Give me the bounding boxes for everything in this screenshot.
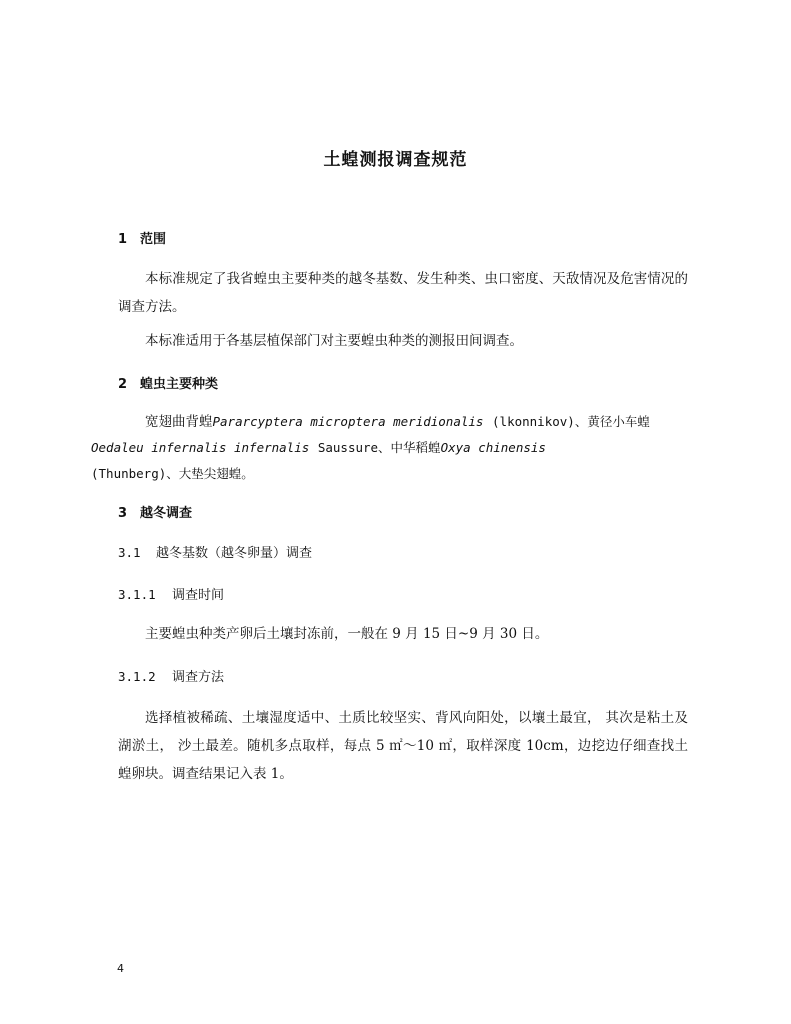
section-number: 2 — [118, 377, 128, 392]
section-3-heading — [118, 502, 192, 521]
section-2-heading — [118, 373, 218, 392]
latin-name: Oedaleu infernalis infernalis — [91, 440, 310, 455]
section-title: 调查方法 — [172, 670, 225, 685]
section-number: 3 — [118, 506, 128, 521]
section-1-heading — [118, 228, 166, 247]
section-3-1-2-heading — [118, 666, 224, 685]
section-title: 越冬基数（越冬卵量）调查 — [156, 546, 313, 561]
section-title: 调查时间 — [172, 588, 225, 603]
text-run: (lkonnikov)、黄径小车蝗 — [492, 414, 650, 429]
text-run: 宽翅曲背蝗 — [145, 414, 213, 430]
text-run: Saussure、中华稻蝗 — [317, 440, 441, 455]
section-number: 1 — [118, 232, 128, 247]
section-1-paragraph-1: 本标准规定了我省蝗虫主要种类的越冬基数、发生种类、虫口密度、天敌情况及危害情况的调查方法。 — [118, 271, 688, 315]
section-3-1-1-heading — [118, 584, 224, 603]
text-run: (Thunberg)、大垫尖翅蝗。 — [91, 466, 254, 481]
section-number: 3.1 — [118, 545, 141, 560]
page-number: 4 — [117, 962, 124, 975]
section-number: 3.1.2 — [118, 669, 156, 684]
section-title: 范围 — [140, 232, 167, 247]
document-title: 土蝗测报调查规范 — [323, 150, 468, 170]
latin-name: Oxya chinensis — [440, 440, 546, 455]
section-number: 3.1.1 — [118, 587, 156, 602]
section-3-1-2-paragraph: 选择植被稀疏、土壤湿度适中、土质比较坚实、背风向阳处，以壤土最宜， 其次是粘土及湖淤土， 沙土最差。随机多点取样，每点 5 ㎡～10 ㎡，取样深度 10cm，边挖边仔细查找土蝗卵块。调查结果记入表 1。 — [118, 710, 688, 782]
section-3-1-1-paragraph: 主要蝗虫种类产卵后土壤封冻前，一般在 9 月 15 日~9 月 30 日。 — [145, 626, 549, 642]
latin-name: Pararcyptera microptera meridionalis — [212, 414, 484, 429]
section-title: 越冬调查 — [140, 506, 193, 521]
section-title: 蝗虫主要种类 — [140, 377, 219, 392]
section-3-1-heading — [118, 542, 312, 561]
section-2-paragraph — [91, 409, 688, 487]
section-1-paragraph-2: 本标准适用于各基层植保部门对主要蝗虫种类的测报田间调查。 — [145, 333, 523, 349]
